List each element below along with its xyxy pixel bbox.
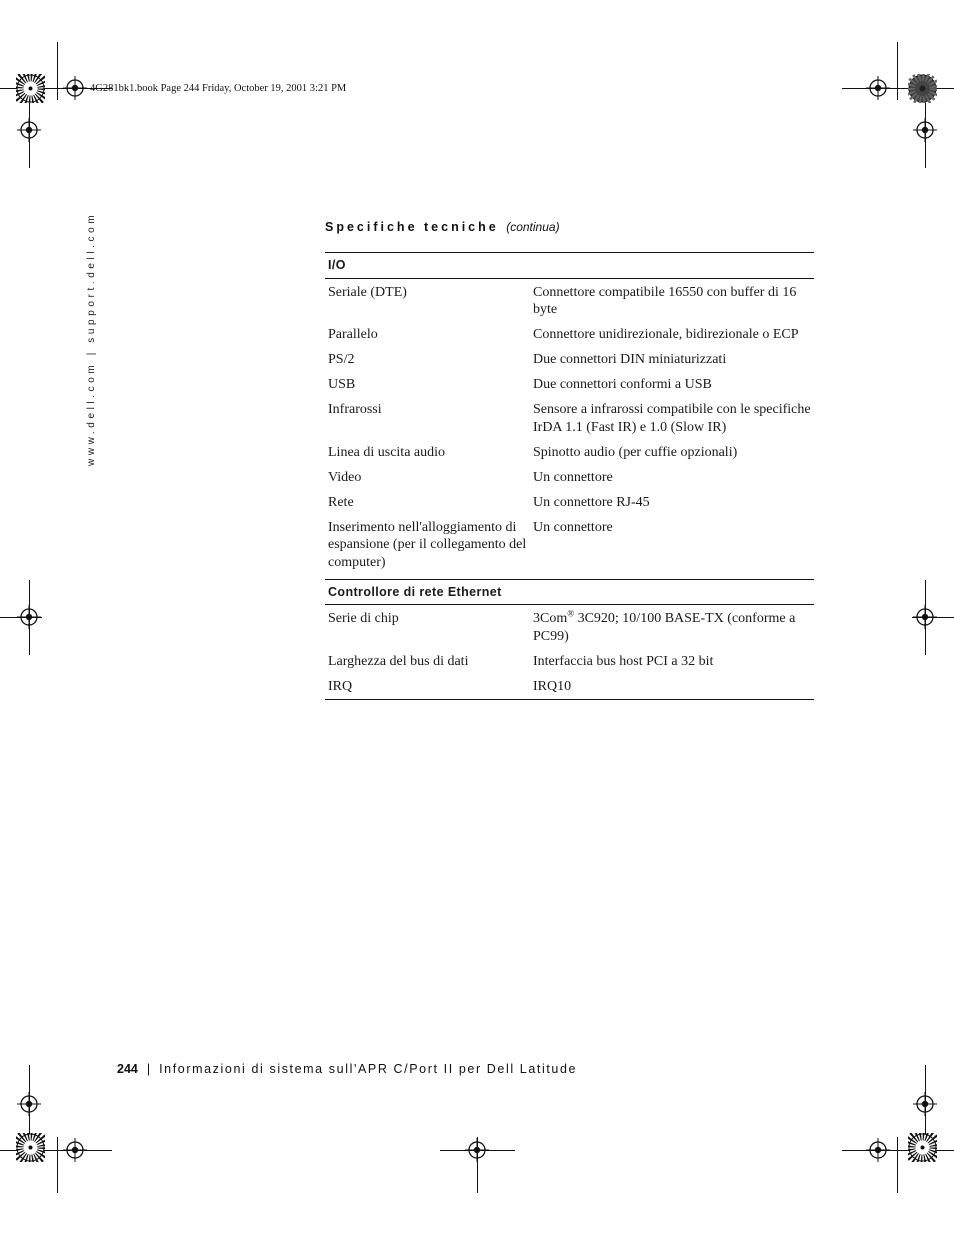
table-row: [325, 401, 814, 444]
row-label: USB: [328, 377, 356, 392]
crop-line: [57, 1137, 58, 1193]
row-label: Infrarossi: [328, 402, 382, 417]
registration-crosshair-icon: [17, 605, 41, 629]
starburst-target-icon: [16, 1133, 45, 1162]
table-row: [325, 494, 814, 519]
crop-line: [842, 88, 954, 89]
footer-separator: |: [146, 1062, 151, 1076]
table-row: [325, 351, 814, 376]
section-continued: (continua): [506, 220, 560, 234]
starburst-target-icon: [16, 74, 45, 103]
row-label: Linea di uscita audio: [328, 444, 446, 460]
starburst-target-icon: [908, 1133, 937, 1162]
registration-crosshair-icon: [866, 76, 890, 100]
row-value: Interfaccia bus host PCI a 32 bit: [533, 653, 714, 669]
crop-line: [897, 1137, 898, 1193]
row-value: Connettore compatibile 16550 con buffer di 16 byte: [533, 284, 797, 317]
row-value: Spinotto audio (per cuffie opzionali): [533, 444, 738, 460]
registration-crosshair-icon: [17, 118, 41, 142]
row-label: Seriale (DTE): [328, 284, 407, 300]
side-url: www.dell.com | support.dell.com: [86, 211, 97, 466]
row-value: Connettore unidirezionale, bidirezionale o ECP: [533, 327, 799, 342]
section-title-text: Specifiche tecniche: [325, 220, 499, 234]
spec-table: [325, 252, 814, 700]
registration-crosshair-icon: [17, 1092, 41, 1116]
row-label: PS/2: [328, 352, 355, 367]
table-row: [325, 326, 814, 351]
table-row: [325, 376, 814, 401]
registration-crosshair-icon: [63, 1138, 87, 1162]
table-row: [325, 469, 814, 494]
registration-crosshair-icon: [913, 605, 937, 629]
crop-line: [57, 42, 58, 100]
file-header: 4G281bk1.book Page 244 Friday, October 19, 2001 3:21 PM: [90, 83, 347, 94]
section-heading: I/O: [325, 253, 814, 279]
color-target-icon: [908, 74, 937, 103]
row-label: Larghezza del bus di dati: [328, 653, 469, 669]
row-value: Sensore a infrarossi compatibile con le specifiche IrDA 1.1 (Fast IR) e 1.0 (Slow IR): [533, 402, 811, 435]
value-rest: 3C920; 10/100 BASE-TX (conforme a PC99): [533, 611, 796, 644]
registration-crosshair-icon: [465, 1138, 489, 1162]
table-row: [325, 605, 814, 653]
row-label: Rete: [328, 494, 354, 510]
row-value: Un connettore: [533, 519, 613, 535]
registration-crosshair-icon: [866, 1138, 890, 1162]
registered-mark: ®: [567, 608, 575, 619]
row-label: Inserimento nell'alloggiamento di espansione (per il collegamento del computer): [328, 519, 527, 570]
table-row: [325, 519, 814, 580]
row-value: Due connettori conformi a USB: [533, 377, 712, 392]
row-label: IRQ: [325, 678, 530, 700]
footer-text: Informazioni di sistema sull'APR C/Port II per Dell Latitude: [159, 1062, 578, 1076]
table-row: [325, 678, 814, 700]
table-section-header: [325, 253, 814, 279]
row-label: Video: [328, 469, 362, 485]
page-footer: [117, 1062, 577, 1076]
row-value: Un connettore: [533, 469, 613, 485]
table-row: [325, 653, 814, 678]
table-section-header: [325, 579, 814, 605]
row-value: Un connettore RJ-45: [533, 494, 650, 510]
page-number: 244: [117, 1062, 138, 1076]
row-value: [530, 605, 814, 653]
row-label: Parallelo: [328, 327, 378, 342]
section-title: [325, 220, 560, 234]
registration-crosshair-icon: [913, 1092, 937, 1116]
value-brand: 3Com: [533, 611, 568, 626]
crop-line: [897, 42, 898, 100]
crop-line: [842, 1150, 954, 1151]
section-heading: Controllore di rete Ethernet: [325, 579, 814, 605]
row-label: Serie di chip: [328, 611, 399, 626]
registration-crosshair-icon: [63, 76, 87, 100]
registration-crosshair-icon: [913, 118, 937, 142]
table-row: [325, 278, 814, 326]
table-row: [325, 444, 814, 469]
row-value: Due connettori DIN miniaturizzati: [533, 352, 727, 367]
row-value: IRQ10: [530, 678, 814, 700]
